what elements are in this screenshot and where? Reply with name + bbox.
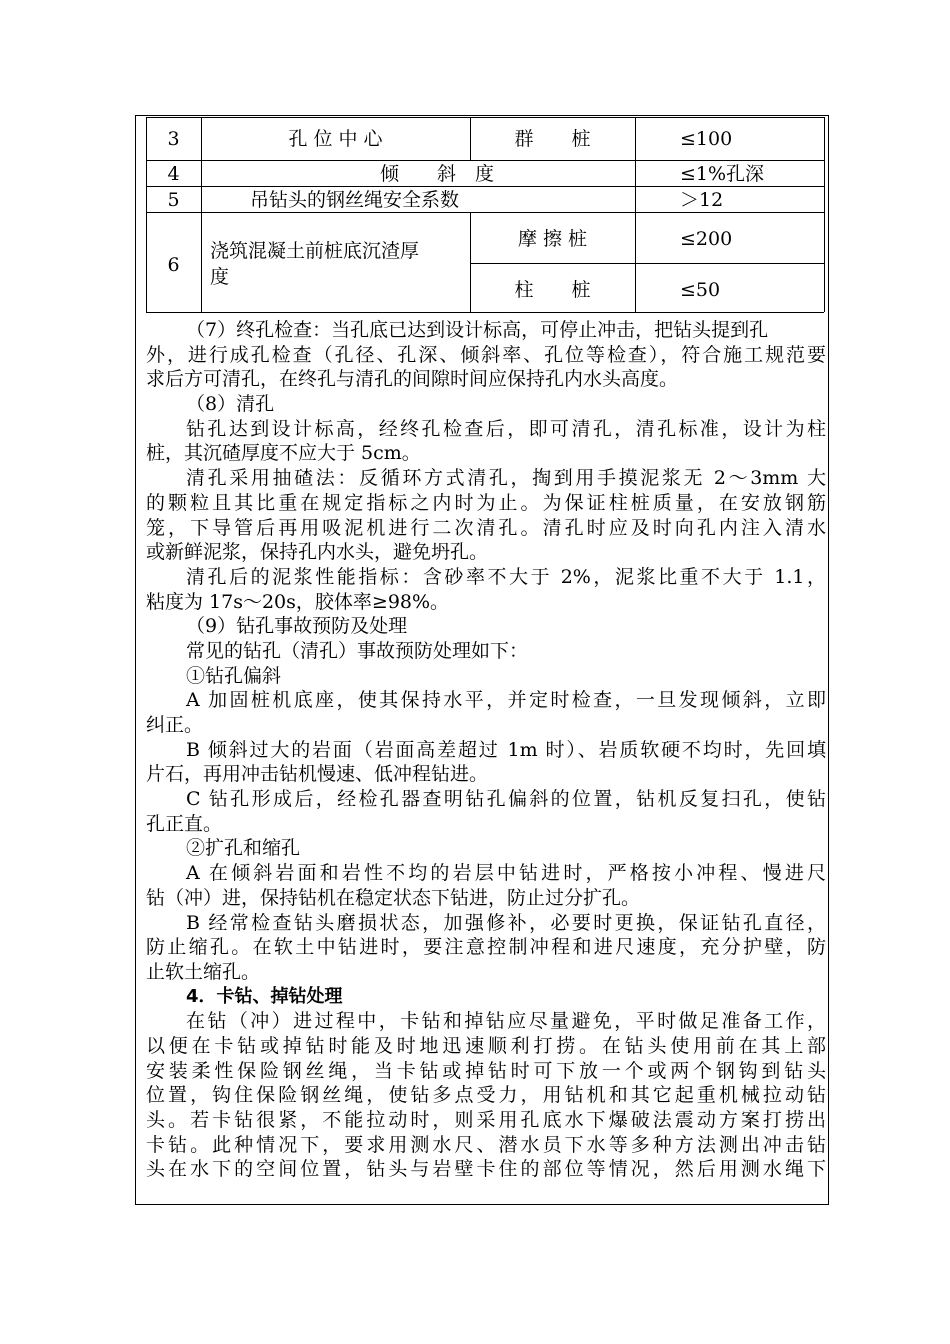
paragraph-line: A 加固桩机底座，使其保持水平，并定时检查，一旦发现倾斜，立即 [186,689,826,712]
table-rule [824,117,825,312]
paragraph-line: 防止缩孔。在软土中钻进时，要注意控制冲程和进尺速度，充分护壁，防 [146,936,826,959]
item-name: 倾 斜 度 [380,163,495,185]
paragraph-line: 笼，下导管后再用吸泥机进行二次清孔。清孔时应及时向孔内注入清水 [146,516,826,539]
paragraph-line: 清孔采用抽碴法：反循环方式清孔，掏到用手摸泥浆无 2～3mm 大 [186,467,826,490]
paragraph-line: 常见的钻孔（清孔）事故预防处理如下： [186,639,529,662]
paragraph-line: （7）终孔检查：当孔底已达到设计标高，可停止冲击，把钻头提到孔 [186,319,769,341]
paragraph-line: 位置，钩住保险钢丝绳，使钻多点受力，用钻机和其它起重机械拉动钻 [146,1084,826,1107]
item-name-line1: 浇筑混凝土前桩底沉渣厚 [210,240,420,262]
pile-type: 柱 桩 [514,279,591,301]
row-number: 4 [167,163,180,185]
subsection-heading: ②扩孔和缩孔 [186,837,301,860]
item-name-line2: 度 [210,266,230,288]
paragraph-line: 卡钻。此种情况下，要求用测水尺、潜水员下水等多种方法测出冲击钻 [146,1133,826,1156]
paragraph-line: B 经常检查钻头磨损状态，加强修补，必要时更换，保证钻孔直径， [186,911,826,934]
paragraph-line: 或新鲜泥浆，保持孔内水头，避免坍孔。 [146,541,489,564]
paragraph-line: 止软土缩孔。 [146,960,261,983]
paragraph-line: B 倾斜过大的岩面（岩面高差超过 1m 时）、岩质软硬不均时，先回填 [186,738,826,761]
row-number: 6 [167,254,180,276]
item-name: 孔 位 中 心 [288,128,383,150]
paragraph-line: 清孔后的泥浆性能指标：含砂率不大于 2%，泥浆比重不大于 1.1， [186,565,826,588]
paragraph-line: 头在水下的空间位置，钻头与岩壁卡住的部位等情况，然后用测水绳下 [146,1158,826,1181]
table-rule [146,186,824,187]
paragraph-line: 钻孔达到设计标高，经终孔检查后，即可清孔，清孔标准，设计为柱 [186,417,826,440]
table-rule [146,212,824,213]
tolerance-value: ≤50 [680,279,721,301]
paragraph-line: 纠正。 [146,714,204,736]
section-heading: （8）清孔 [186,393,275,416]
paragraph-line: 桩，其沉碴厚度不应大于 5cm。 [146,442,421,465]
paragraph-line: 钻（冲）进，保持钻机在稳定状态下钻进，防止过分扩孔。 [146,886,641,909]
row-number: 3 [167,128,180,150]
tolerance-value: ＞12 [680,189,724,211]
table-rule [146,160,824,161]
paragraph-line: C 钻孔形成后，经检孔器查明钻孔偏斜的位置，钻机反复扫孔，使钻 [186,788,826,811]
pile-type: 摩 擦 桩 [517,228,588,250]
body-text [146,318,826,1182]
subsection-heading: ①钻孔偏斜 [186,664,282,687]
table-rule [635,117,636,312]
tolerance-value: ≤200 [680,228,733,250]
paragraph-line: 安装柔性保险钢丝绳，当卡钻或掉钻时可下放一个或两个钢钩到钻头 [146,1059,826,1082]
pile-type: 群 桩 [514,128,591,150]
paragraph-line: 外，进行成孔检查（孔径、孔深、倾斜率、孔位等检查），符合施工规范要 [146,343,826,366]
table-rule [470,263,824,264]
paragraph-line: 孔正直。 [146,812,223,835]
table-rule [146,312,824,313]
tolerance-value: ≤1%孔深 [680,163,765,185]
paragraph-line: 以便在卡钻或掉钻时能及时地迅速顺利打捞。在钻头使用前在其上部 [146,1034,826,1057]
section-heading: 4．卡钻、掉钻处理 [186,985,343,1007]
paragraph-line: 的颗粒且其比重在规定指标之内时为止。为保证柱桩质量，在安放钢筋 [146,491,826,514]
paragraph-line: 头。若卡钻很紧，不能拉动时，则采用孔底水下爆破法震动方案打捞出 [146,1109,826,1131]
item-name: 吊钻头的钢丝绳安全系数 [250,189,460,211]
paragraph-line: A 在倾斜岩面和岩性不均的岩层中钻进时，严格按小冲程、慢进尺 [186,862,826,885]
tolerance-value: ≤100 [680,128,733,150]
section-heading: （9）钻孔事故预防及处理 [186,615,408,638]
row-number: 5 [167,189,180,211]
table-rule [146,117,824,118]
paragraph-line: 片石，再用冲击钻机慢速、低冲程钻进。 [146,763,489,786]
paragraph-line: 求后方可清孔，在终孔与清孔的间隙时间应保持孔内水头高度。 [146,368,679,391]
paragraph-line: 在钻（冲）进过程中，卡钻和掉钻应尽量避免，平时做足准备工作， [186,1010,826,1033]
paragraph-line: 粘度为 17s～20s，胶体率≥98%。 [146,590,450,613]
